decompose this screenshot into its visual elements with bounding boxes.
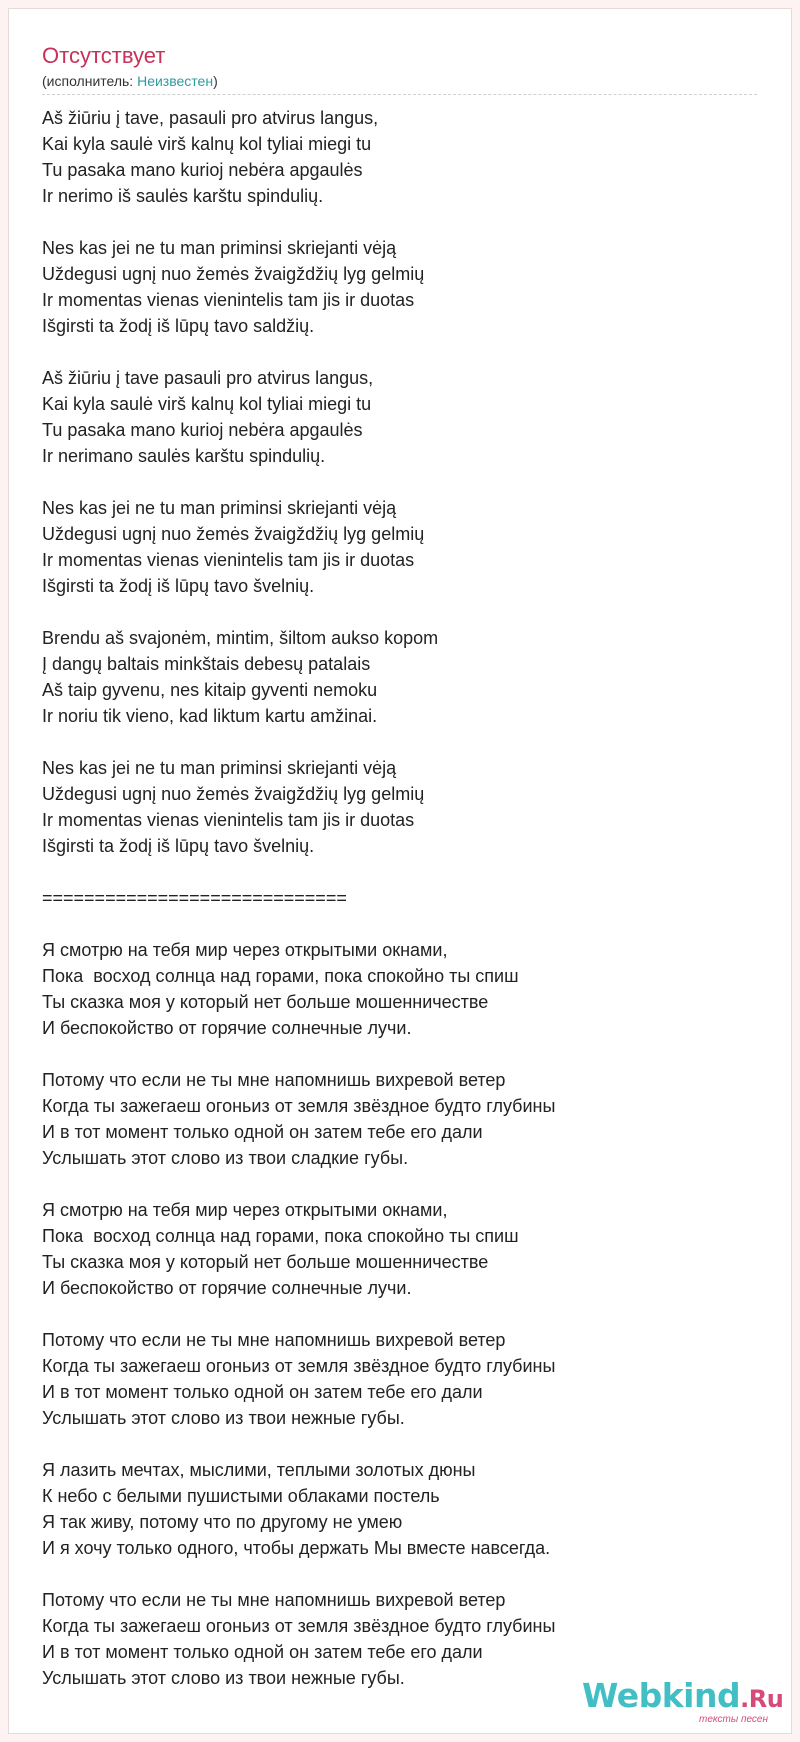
logo-tld: .Ru (740, 1685, 784, 1713)
lyrics-line: ============================= (42, 888, 347, 908)
artist-suffix: ) (213, 73, 218, 89)
lyrics-stanza (42, 885, 757, 911)
lyrics-line: И беспокойство от горячие солнечные лучи. (42, 1018, 412, 1038)
logo-brand: Webkind (582, 1676, 741, 1715)
lyrics-line: И в тот момент только одной он затем тебе его дали (42, 1642, 483, 1662)
logo-tagline: тексты песен (699, 1714, 768, 1725)
lyrics-line: Потому что если не ты мне напомнишь вихревой ветер (42, 1330, 506, 1350)
lyrics-line: Услышать этот слово из твои сладкие губы. (42, 1148, 409, 1168)
lyrics-line: Išgirsti ta žodį iš lūpų tavo švelnių. (42, 836, 315, 856)
lyrics-line: Ir nerimo iš saulės karštu spindulių. (42, 186, 324, 206)
lyrics-line: Ir nerimano saulės karštu spindulių. (42, 446, 326, 466)
lyrics-line: Aš žiūriu į tave, pasauli pro atvirus langus, (42, 108, 379, 128)
lyrics-line: Nes kas jei ne tu man priminsi skriejanti vėją (42, 238, 397, 258)
artist-prefix: (исполнитель: (42, 73, 138, 89)
lyrics-line: Aš žiūriu į tave pasauli pro atvirus langus, (42, 368, 374, 388)
lyrics-stanza (42, 105, 757, 209)
lyrics-stanza (42, 1457, 757, 1561)
lyrics-stanza (42, 755, 757, 859)
artist-line (42, 72, 218, 90)
lyrics-line: Когда ты зажегаеш огоньиз от земля звёздное будто глубины (42, 1616, 556, 1636)
lyrics-line: И беспокойство от горячие солнечные лучи. (42, 1278, 412, 1298)
lyrics-stanza (42, 1067, 757, 1171)
lyrics-line: Я лазить мечтах, мыслими, теплыми золотых дюны (42, 1460, 476, 1480)
webkind-logo[interactable] (582, 1676, 784, 1726)
lyrics-stanza (42, 495, 757, 599)
lyrics-line: Услышать этот слово из твои нежные губы. (42, 1408, 405, 1428)
lyrics-line: Услышать этот слово из твои нежные губы. (42, 1668, 405, 1688)
lyrics-line: Потому что если не ты мне напомнишь вихревой ветер (42, 1070, 506, 1090)
lyrics-line: Nes kas jei ne tu man priminsi skriejanti vėją (42, 498, 397, 518)
lyrics-line: Ты сказка моя у который нет больше мошенничестве (42, 1252, 489, 1272)
lyrics-line: Uždegusi ugnį nuo žemės žvaigždžių lyg gelmių (42, 524, 425, 544)
lyrics-line: Потому что если не ты мне напомнишь вихревой ветер (42, 1590, 506, 1610)
lyrics-line: Ir momentas vienas vienintelis tam jis ir duotas (42, 290, 415, 310)
lyrics-line: Tu pasaka mano kurioj nebėra apgaulės (42, 420, 363, 440)
lyrics-line: Я смотрю на тебя мир через открытыми окнами, (42, 940, 448, 960)
lyrics-line: Nes kas jei ne tu man priminsi skriejanti vėją (42, 758, 397, 778)
lyrics-line: И в тот момент только одной он затем тебе его дали (42, 1382, 483, 1402)
lyrics-line: Я так живу, потому что по другому не умею (42, 1512, 403, 1532)
lyrics-line: Ты сказка моя у который нет больше мошенничестве (42, 992, 489, 1012)
lyrics-line: Išgirsti ta žodį iš lūpų tavo saldžių. (42, 316, 315, 336)
lyrics-line: Ir momentas vienas vienintelis tam jis ir duotas (42, 550, 415, 570)
lyrics-line: Išgirsti ta žodį iš lūpų tavo švelnių. (42, 576, 315, 596)
lyrics-stanza (42, 625, 757, 729)
lyrics-line: Ir momentas vienas vienintelis tam jis ir duotas (42, 810, 415, 830)
logo-wordmark (582, 1678, 783, 1717)
lyrics-stanza (42, 937, 757, 1041)
header-divider (42, 94, 757, 95)
lyrics-line: Ir noriu tik vieno, kad liktum kartu amžinai. (42, 706, 378, 726)
lyrics-line: Пока восход солнца над горами, пока спокойно ты спиш (42, 966, 519, 986)
lyrics-line: И я хочу только одного, чтобы держать Мы вместе навсегда. (42, 1538, 551, 1558)
lyrics-line: Aš taip gyvenu, nes kitaip gyventi nemoku (42, 680, 378, 700)
lyrics-stanza (42, 1327, 757, 1431)
lyrics-line: Я смотрю на тебя мир через открытыми окнами, (42, 1200, 448, 1220)
lyrics-line: Kai kyla saulė virš kalnų kol tyliai miegi tu (42, 134, 372, 154)
lyrics-line: Į dangų baltais minkštais debesų patalais (42, 654, 371, 674)
lyrics-line: Uždegusi ugnį nuo žemės žvaigždžių lyg gelmių (42, 264, 425, 284)
lyrics-line: И в тот момент только одной он затем тебе его дали (42, 1122, 483, 1142)
lyrics-line: К небо с белыми пушистыми облаками постель (42, 1486, 440, 1506)
lyrics-line: Пока восход солнца над горами, пока спокойно ты спиш (42, 1226, 519, 1246)
lyrics-line: Brendu aš svajonėm, mintim, šiltom aukso kopom (42, 628, 439, 648)
lyrics-line: Когда ты зажегаеш огоньиз от земля звёздное будто глубины (42, 1356, 556, 1376)
lyrics-line: Когда ты зажегаеш огоньиз от земля звёздное будто глубины (42, 1096, 556, 1116)
lyrics-line: Kai kyla saulė virš kalnų kol tyliai miegi tu (42, 394, 372, 414)
lyrics-stanza (42, 235, 757, 339)
lyrics-stanza (42, 1197, 757, 1301)
lyrics-stanza (42, 365, 757, 469)
song-title: Отсутствует (42, 43, 166, 68)
lyrics-line: Tu pasaka mano kurioj nebėra apgaulės (42, 160, 363, 180)
artist-link[interactable]: Неизвестен (137, 73, 214, 89)
lyrics-body (42, 105, 757, 1717)
lyrics-line: Uždegusi ugnį nuo žemės žvaigždžių lyg gelmių (42, 784, 425, 804)
